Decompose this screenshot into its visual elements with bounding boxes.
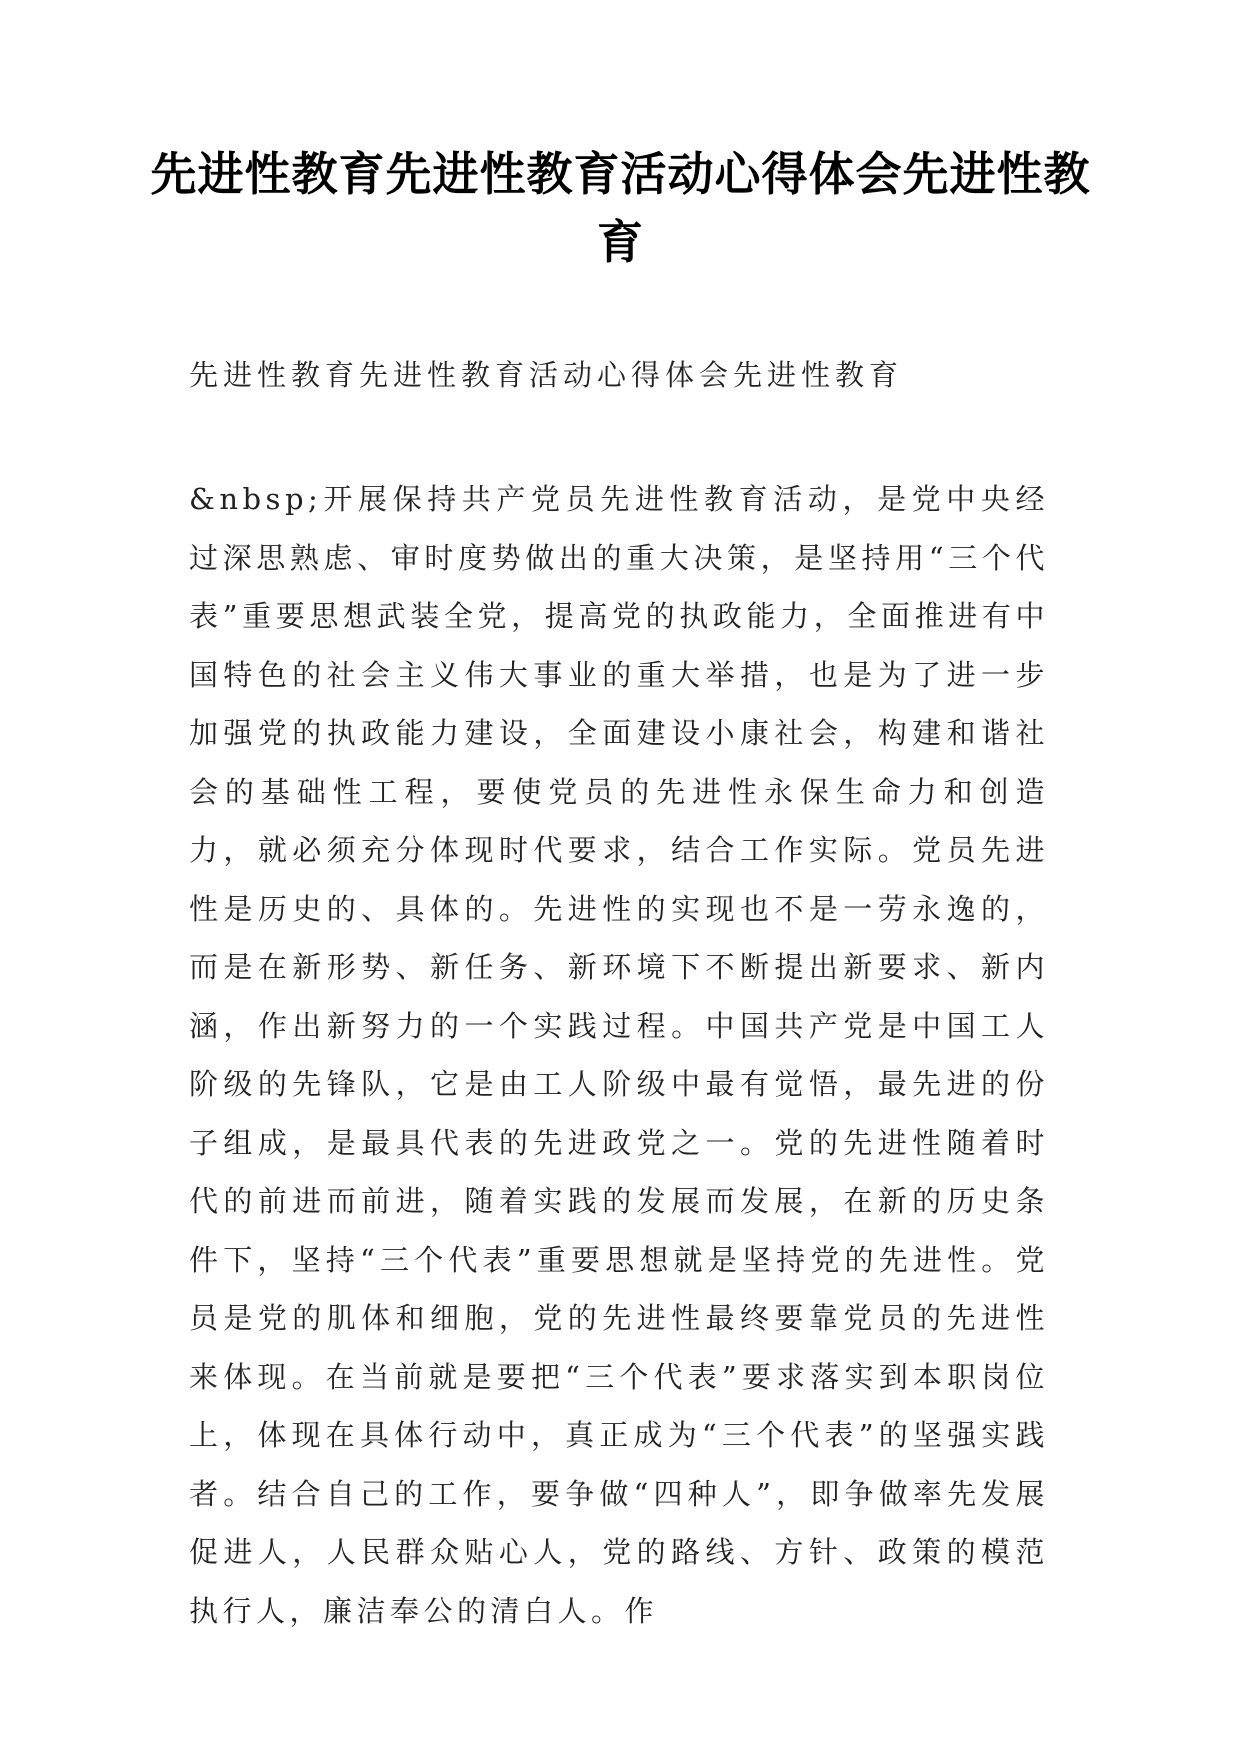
document-body-paragraph: &nbsp;开展保持共产党员先进性教育活动，是党中央经过深思熟虑、审时度势做出的重大决策，是坚持用“三个代表”重要思想武装全党，提高党的执政能力，全面推进有中国特色的社会主义伟大事业的重大举措，也是为了进一步加强党的执政能力建设，全面建设小康社会，构建和谐社会的基础性工程，要使党员的先进性永保生命力和创造力，就必须充分体现时代要求，结合工作实际。党员先进性是历史的、具体的。先进性的实现也不是一劳永逸的，而是在新形势、新任务、新环境下不断提出新要求、新内涵，作出新努力的一个实践过程。中国共产党是中国工人阶级的先锋队，它是由工人阶级中最有觉悟，最先进的份子组成，是最具代表的先进政党之一。党的先进性随着时代的前进而前进，随着实践的发展而发展，在新的历史条件下，坚持“三个代表”重要思想就是坚持党的先进性。党员是党的肌体和细胞，党的先进性最终要靠党员的先进性来体现。在当前就是要把“三个代表”要求落实到本职岗位上，体现在具体行动中，真正成为“三个代表”的坚强实践者。结合自己的工作，要争做“四种人”，即争做率先发展促进人，人民群众贴心人，党的路线、方针、政策的模范执行人，廉洁奉公的清白人。作 bbox=[189, 482, 1049, 1628]
document-title: 先进性教育先进性教育活动心得体会先进性教育 bbox=[150, 147, 1091, 269]
document-subtitle: 先进性教育先进性教育活动心得体会先进性教育 bbox=[189, 358, 904, 392]
